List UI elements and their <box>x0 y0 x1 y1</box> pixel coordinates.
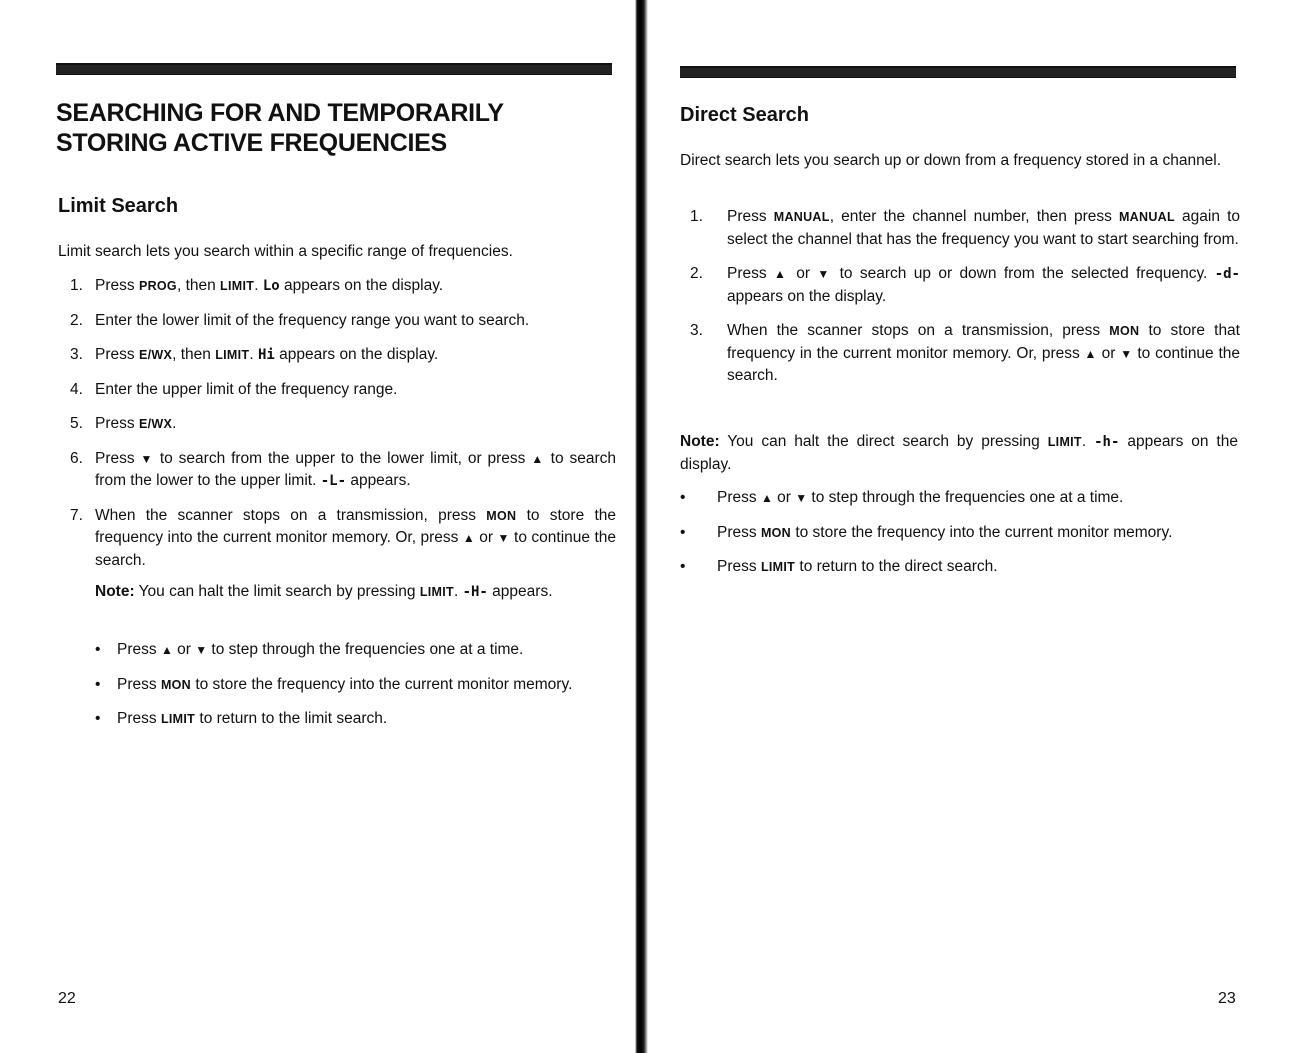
direct-search-steps <box>690 206 1240 400</box>
limit-key: LIMIT <box>215 348 250 362</box>
bullet-icon: • <box>95 675 101 693</box>
step-4: 4. Enter the upper limit of the frequency range. <box>70 380 398 398</box>
bullet-icon: • <box>680 489 686 506</box>
up-arrow-icon: ▲ <box>773 267 789 281</box>
direct-search-note: Note: You can halt the direct search by pressing LIMIT. -h- appears on the display. <box>680 433 1238 473</box>
display-d: -d- <box>1214 266 1240 282</box>
limit-search-bullets <box>95 639 613 743</box>
display-h: -H- <box>462 584 488 600</box>
limit-key: LIMIT <box>160 712 196 726</box>
note-label: Note: <box>95 583 135 600</box>
bullet-icon: • <box>95 641 101 658</box>
limit-search-intro: Limit search lets you search within a specific range of frequencies. <box>58 243 513 260</box>
step-2: 2. Enter the lower limit of the frequency range you want to search. <box>70 311 530 329</box>
title-line-2: STORING ACTIVE FREQUENCIES <box>56 129 447 157</box>
up-arrow-icon: ▲ <box>531 451 545 466</box>
right-page <box>648 0 1292 1053</box>
bullet-1: • Press ▲ or ▼ to step through the frequencies one at a time. <box>95 639 613 662</box>
display-l: -L- <box>320 473 347 489</box>
page-title <box>56 98 616 158</box>
down-arrow-icon: ▼ <box>1120 346 1133 361</box>
step-1: 1. Press MANUAL, enter the channel number, then press MANUAL again to select the channel that has the frequency you want to start searching from. <box>690 208 1240 248</box>
page-number: 23 <box>1218 990 1236 1007</box>
bullet-icon: • <box>680 523 686 541</box>
step-3: 3. When the scanner stops on a transmission, press MON to store that frequency in the current monitor memory. Or, press ▲ or ▼ to continue the search. <box>690 322 1240 384</box>
limit-key: LIMIT <box>419 585 454 599</box>
page-number: 22 <box>58 990 76 1007</box>
display-hi: Hi <box>257 347 275 363</box>
step-7: 7. When the scanner stops on a transmission, press MON to store the frequency into the current monitor memory. Or, press ▲ or ▼ to continue the search. <box>70 506 616 569</box>
bullet-1: • Press ▲ or ▼ to step through the frequencies one at a time. <box>680 487 1238 510</box>
mon-key: MON <box>486 508 517 523</box>
ewx-key: E/WX <box>138 417 173 431</box>
prog-key: PROG <box>138 279 177 293</box>
step-3: 3. Press E/WX, then LIMIT. Hi appears on the display. <box>70 346 439 363</box>
up-arrow-icon: ▲ <box>462 531 475 545</box>
manual-key: MANUAL <box>1118 210 1175 224</box>
step-6: 6. Press ▼ to search from the upper to the lower limit, or press ▲ to search from the lower to the upper limit. -L- appears. <box>70 449 617 489</box>
bullet-icon: • <box>680 558 686 575</box>
down-arrow-icon: ▼ <box>195 643 208 657</box>
bullet-3: • Press LIMIT to return to the limit search. <box>95 708 613 731</box>
bullet-icon: • <box>95 710 101 727</box>
limit-search-steps <box>58 275 616 584</box>
ewx-key: E/WX <box>138 348 173 362</box>
down-arrow-icon: ▼ <box>497 531 510 545</box>
section-title-limit-search: Limit Search <box>58 195 179 217</box>
bullet-2: • Press MON to store the frequency into the current monitor memory. <box>95 674 613 697</box>
direct-search-intro: Direct search lets you search up or down from a frequency stored in a channel. <box>680 152 1222 169</box>
bullet-3: • Press LIMIT to return to the direct search. <box>680 556 1238 579</box>
step-5: 5. Press E/WX. <box>70 415 177 432</box>
left-page <box>0 0 640 1053</box>
up-arrow-icon: ▲ <box>160 643 173 657</box>
direct-search-bullets <box>680 487 1238 591</box>
note-label: Note: <box>680 433 720 450</box>
display-lo: Lo <box>262 278 280 294</box>
display-h: -h- <box>1094 434 1120 450</box>
bullet-2: • Press MON to store the frequency into the current monitor memory. <box>680 522 1238 545</box>
header-rule <box>56 63 612 75</box>
mon-key: MON <box>1109 324 1140 338</box>
manual-key: MANUAL <box>773 210 830 224</box>
mon-key: MON <box>760 525 792 540</box>
section-title-direct-search: Direct Search <box>680 104 809 126</box>
limit-key: LIMIT <box>220 279 255 293</box>
down-arrow-icon: ▼ <box>817 267 833 281</box>
limit-key: LIMIT <box>760 560 796 574</box>
up-arrow-icon: ▲ <box>1084 346 1097 361</box>
limit-key: LIMIT <box>1047 435 1082 449</box>
step-1: 1. Press PROG, then LIMIT. Lo appears on the display. <box>70 277 444 294</box>
header-rule <box>680 66 1236 78</box>
down-arrow-icon: ▼ <box>795 491 808 505</box>
down-arrow-icon: ▼ <box>140 451 154 466</box>
limit-search-note: Note: You can halt the limit search by pressing LIMIT. -H- appears. <box>95 583 553 600</box>
title-line-1: SEARCHING FOR AND TEMPORARILY <box>56 99 504 127</box>
step-2: 2. Press ▲ or ▼ to search up or down from the selected frequency. -d- appears on the display. <box>690 265 1240 305</box>
mon-key: MON <box>160 677 192 692</box>
up-arrow-icon: ▲ <box>760 491 773 505</box>
